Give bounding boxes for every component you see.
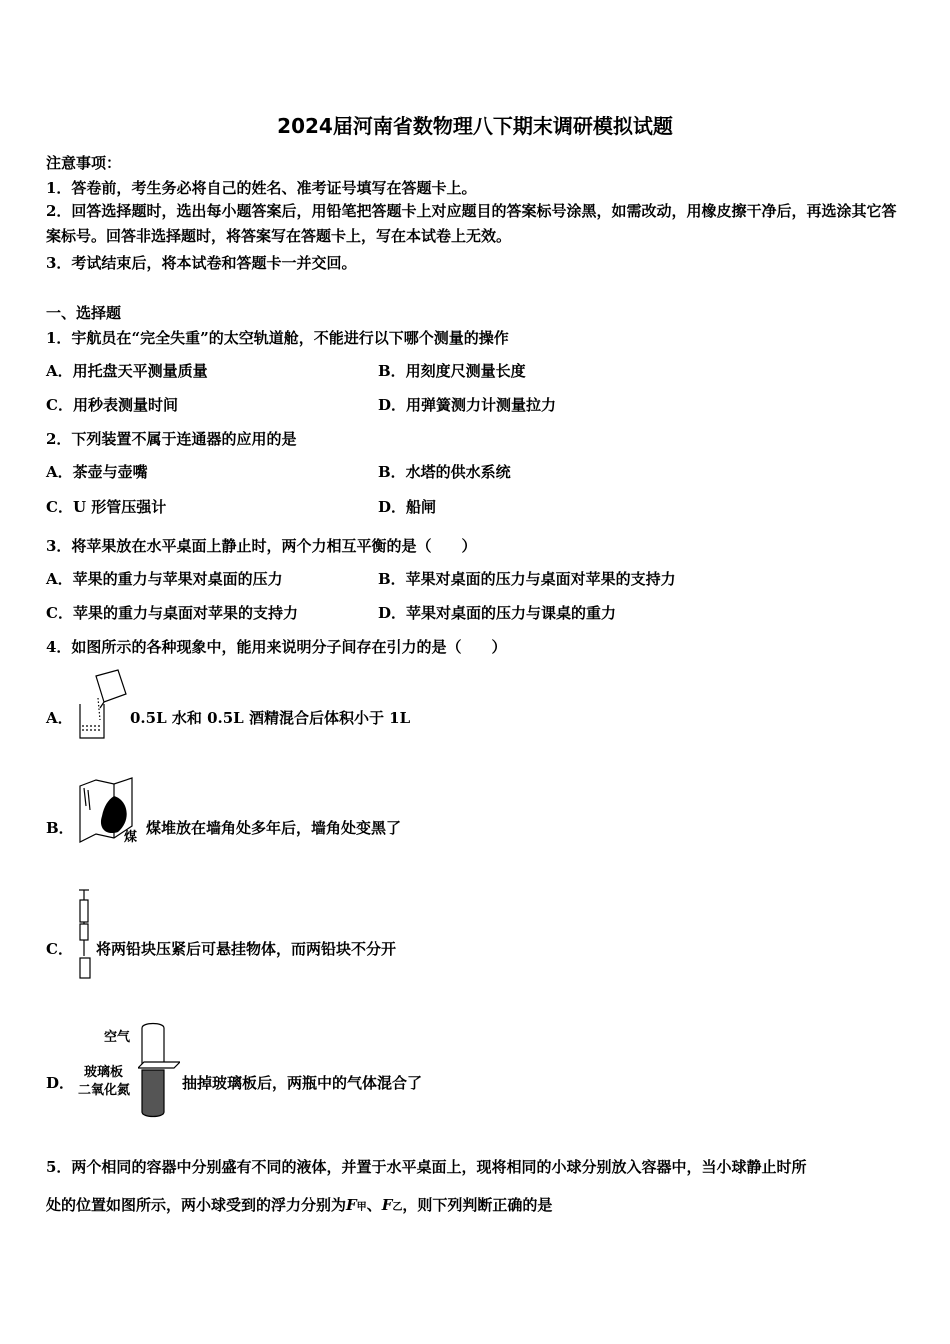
notice-item-3: 3．考试结束后，将本试卷和答题卡一并交回。 <box>46 254 357 272</box>
q5-force-f-jia: F <box>346 1196 357 1214</box>
q5-stem-post: ，则下列判断正确的是 <box>402 1196 553 1214</box>
q5-stem-line-1: 5．两个相同的容器中分别盛有不同的液体，并置于水平桌面上，现将相同的小球分别放入容器中，当小球静止时所 <box>46 1158 807 1176</box>
q4-option-c-letter[interactable]: C． <box>46 940 73 958</box>
q3-option-a[interactable]: A．苹果的重力与苹果对桌面的压力 <box>46 570 283 588</box>
q4-d-glass-label: 玻璃板 <box>84 1065 124 1080</box>
q4-option-d-text: 抽掉玻璃板后，两瓶中的气体混合了 <box>182 1074 423 1092</box>
q5-force-f-yi: F <box>381 1196 393 1214</box>
q1-option-b[interactable]: B．用刻度尺测量长度 <box>378 362 526 380</box>
q5-sub-jia: 甲 <box>356 1202 367 1213</box>
q4-a-beakers-figure <box>74 668 130 742</box>
q2-option-c[interactable]: C．U 形管压强计 <box>46 498 167 516</box>
q4-d-no2-label: 二氧化氮 <box>78 1083 131 1098</box>
q2-option-d[interactable]: D．船闸 <box>378 498 437 516</box>
q3-option-d[interactable]: D．苹果对桌面的压力与课桌的重力 <box>378 604 617 622</box>
q3-option-c[interactable]: C．苹果的重力与桌面对苹果的支持力 <box>46 604 298 622</box>
q3-stem: 3．将苹果放在水平桌面上静止时，两个力相互平衡的是（ ） <box>46 537 477 555</box>
q1-stem: 1．宇航员在“完全失重”的太空轨道舱，不能进行以下哪个测量的操作 <box>46 329 509 347</box>
q4-option-d-letter[interactable]: D． <box>46 1074 75 1092</box>
q4-b-coal-label: 煤 <box>124 830 138 845</box>
page-title: 2024届河南省数物理八下期末调研模拟试题 <box>277 114 673 138</box>
q2-option-b[interactable]: B．水塔的供水系统 <box>378 463 511 481</box>
q5-stem-line-2 <box>46 1194 552 1215</box>
section-heading: 一、选择题 <box>46 304 122 322</box>
q4-d-gas-jars-figure <box>138 1020 180 1120</box>
q4-option-c-text: 将两铅块压紧后可悬挂物体，而两铅块不分开 <box>96 940 397 958</box>
q1-option-a[interactable]: A．用托盘天平测量质量 <box>46 362 208 380</box>
q2-stem: 2．下列装置不属于连通器的应用的是 <box>46 430 297 448</box>
notice-item-2: 2．回答选择题时，选出每小题答案后，用铅笔把答题卡上对应题目的答案标号涂黑，如需改动，用橡皮擦干净后，再选涂其它答案标号。回答非选择题时，将答案写在答题卡上，写在本试卷上无效。 <box>46 202 897 245</box>
q1-option-d[interactable]: D．用弹簧测力计测量拉力 <box>378 396 557 414</box>
q2-option-a[interactable]: A．茶壶与壶嘴 <box>46 463 148 481</box>
q4-option-a-letter[interactable]: A． <box>46 709 73 727</box>
notice-heading: 注意事项： <box>46 154 122 172</box>
q4-c-lead-blocks-figure <box>74 886 94 982</box>
q4-option-b-text: 煤堆放在墙角处多年后，墙角处变黑了 <box>146 819 402 837</box>
q4-option-a-text: 0.5L 水和 0.5L 酒精混合后体积小于 1L <box>130 709 411 727</box>
q1-option-c[interactable]: C．用秒表测量时间 <box>46 396 178 414</box>
q5-sub-yi: 乙 <box>392 1202 403 1213</box>
q5-separator: 、 <box>366 1196 382 1214</box>
q3-option-b[interactable]: B．苹果对桌面的压力与桌面对苹果的支持力 <box>378 570 676 588</box>
q4-option-b-letter[interactable]: B． <box>46 819 74 837</box>
q5-stem-pre: 处的位置如图所示，两小球受到的浮力分别为 <box>46 1196 347 1214</box>
q4-d-air-label: 空气 <box>104 1030 131 1045</box>
q4-stem: 4．如图所示的各种现象中，能用来说明分子间存在引力的是（ ） <box>46 638 507 656</box>
notice-item-1: 1．答卷前，考生务必将自己的姓名、准考证号填写在答题卡上。 <box>46 179 477 197</box>
